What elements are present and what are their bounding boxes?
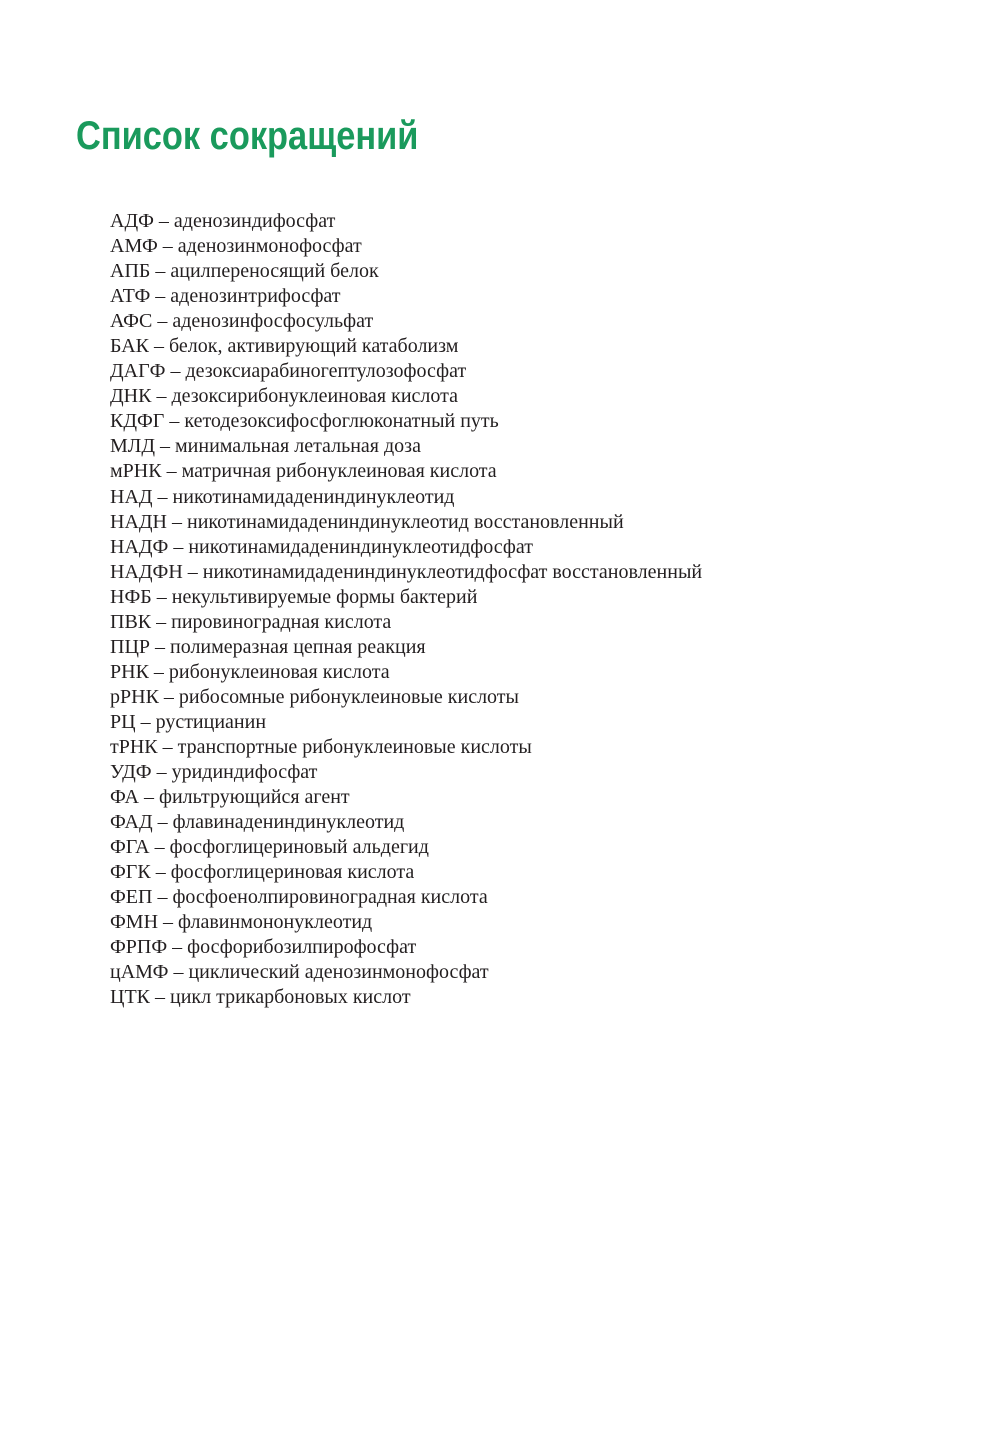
abbreviation-separator: –	[164, 410, 185, 433]
abbreviation-meaning: никотинамидадениндинуклеотидфосфат восстановленный	[202, 560, 703, 583]
abbreviation-meaning: минимальная летальная доза	[175, 435, 421, 458]
abbreviation-term: ЦТК	[110, 986, 150, 1009]
abbreviation-separator: –	[166, 510, 187, 533]
abbreviation-meaning: матричная рибонуклеиновая кислота	[181, 460, 497, 483]
abbreviation-term: тРНК	[110, 735, 158, 758]
abbreviation-item	[110, 910, 702, 935]
abbreviation-term: ПВК	[110, 610, 152, 633]
abbreviation-meaning: фосфоглицериновая кислота	[170, 861, 415, 884]
abbreviation-separator: –	[153, 210, 174, 232]
abbreviation-meaning: фосфорибозилпирофосфат	[187, 936, 417, 959]
abbreviation-meaning: пировиноградная кислота	[171, 610, 392, 633]
abbreviation-meaning: аденозинфосфосульфат	[172, 310, 374, 333]
abbreviation-separator: –	[158, 685, 179, 708]
abbreviation-separator: –	[168, 535, 189, 558]
abbreviation-item	[110, 409, 702, 434]
abbreviation-item	[110, 209, 702, 234]
abbreviation-meaning: рустицианин	[155, 710, 267, 733]
abbreviation-term: НАД	[110, 485, 153, 508]
abbreviation-item	[110, 485, 702, 510]
abbreviation-item	[110, 560, 702, 585]
abbreviation-item	[110, 835, 702, 860]
abbreviation-separator: –	[149, 335, 170, 358]
abbreviation-separator: –	[150, 285, 171, 308]
abbreviation-term: КДФГ	[110, 410, 165, 433]
abbreviation-term: НАДФН	[110, 560, 183, 583]
abbreviation-term: ДНК	[110, 385, 152, 408]
abbreviation-item	[110, 585, 702, 610]
abbreviation-separator: –	[155, 435, 175, 458]
abbreviation-term: БАК	[110, 335, 150, 358]
abbreviation-meaning: аденозинтрифосфат	[170, 285, 341, 308]
abbreviation-term: цАМФ	[110, 961, 169, 984]
abbreviation-meaning: дезоксирибонуклеиновая кислота	[171, 385, 459, 408]
abbreviation-term: ФГК	[110, 861, 151, 884]
abbreviation-item	[110, 760, 702, 785]
abbreviation-separator: –	[150, 260, 171, 283]
abbreviation-separator: –	[152, 485, 173, 508]
abbreviation-meaning: кетодезоксифосфоглюконатный путь	[184, 410, 499, 433]
abbreviation-item	[110, 885, 702, 910]
abbreviation-term: ФЕП	[110, 886, 153, 909]
abbreviation-term: НАДН	[110, 510, 167, 533]
abbreviation-term: МЛД	[110, 435, 155, 458]
abbreviation-item	[110, 535, 702, 560]
abbreviation-item	[110, 960, 702, 985]
abbreviation-separator: –	[149, 836, 170, 859]
abbreviation-term: ФМН	[110, 911, 159, 934]
abbreviation-item	[110, 359, 702, 384]
abbreviation-item	[110, 459, 702, 484]
abbreviation-term: АФС	[110, 310, 153, 333]
abbreviation-item	[110, 735, 702, 760]
abbreviation-separator: –	[158, 911, 179, 934]
abbreviation-meaning: фосфоглицериновый альдегид	[169, 836, 429, 859]
abbreviation-meaning: аденозиндифосфат	[173, 210, 336, 232]
abbreviation-meaning: некультивируемые формы бактерий	[171, 585, 478, 608]
abbreviation-meaning: фильтрующийся агент	[158, 786, 350, 809]
abbreviation-term: ФГА	[110, 836, 150, 859]
abbreviation-term: РЦ	[110, 710, 136, 733]
abbreviation-meaning: циклический аденозинмонофосфат	[188, 961, 489, 984]
abbreviation-meaning: флавинадениндинуклеотид	[172, 811, 405, 834]
abbreviation-separator: –	[157, 235, 178, 258]
abbreviation-meaning: полимеразная цепная реакция	[170, 635, 426, 658]
abbreviation-term: ФАД	[110, 811, 153, 834]
abbreviation-meaning: никотинамидадениндинуклеотид	[172, 485, 455, 508]
abbreviation-term: АПБ	[110, 260, 151, 283]
abbreviation-separator: –	[165, 360, 186, 383]
abbreviation-separator: –	[148, 660, 169, 683]
abbreviation-separator: –	[168, 961, 189, 984]
abbreviation-meaning: аденозинмонофосфат	[177, 235, 362, 258]
abbreviation-separator: –	[135, 710, 156, 733]
abbreviation-meaning: никотинамидадениндинуклеотид восстановленный	[186, 510, 624, 533]
abbreviation-separator: –	[150, 635, 171, 658]
abbreviation-separator: –	[161, 460, 182, 483]
abbreviation-separator: –	[167, 936, 188, 959]
abbreviation-term: НАДФ	[110, 535, 169, 558]
abbreviation-separator: –	[151, 385, 172, 408]
abbreviation-term: НФБ	[110, 585, 152, 608]
abbreviation-item	[110, 510, 702, 535]
abbreviation-separator: –	[138, 786, 159, 809]
abbreviation-meaning: рибонуклеиновая кислота	[168, 660, 390, 683]
abbreviation-term: РНК	[110, 660, 149, 683]
abbreviation-meaning: транспортные рибонуклеиновые кислоты	[177, 735, 532, 758]
abbreviation-item	[110, 234, 702, 259]
abbreviation-item	[110, 860, 702, 885]
abbreviation-meaning: уридиндифосфат	[171, 761, 318, 784]
abbreviation-separator: –	[150, 861, 171, 884]
abbreviation-item	[110, 660, 702, 685]
page-title: Список сокращений	[76, 114, 419, 158]
abbreviation-item	[110, 309, 702, 334]
abbreviation-term: ФА	[110, 786, 139, 809]
abbreviation-meaning: никотинамидадениндинуклеотидфосфат	[188, 535, 533, 558]
abbreviation-list	[110, 209, 702, 1011]
abbreviation-item	[110, 334, 702, 359]
abbreviation-separator: –	[150, 986, 170, 1009]
abbreviation-term: ПЦР	[110, 635, 151, 658]
abbreviation-meaning: фосфоенолпировиноградная кислота	[172, 886, 488, 909]
abbreviation-separator: –	[182, 560, 203, 583]
abbreviation-meaning: флавинмононуклеотид	[178, 911, 373, 934]
abbreviation-item	[110, 635, 702, 660]
abbreviation-item	[110, 685, 702, 710]
abbreviation-separator: –	[152, 811, 173, 834]
abbreviation-item	[110, 284, 702, 309]
abbreviation-term: ДАГФ	[110, 360, 166, 383]
abbreviation-term: мРНК	[110, 460, 162, 483]
abbreviation-item	[110, 810, 702, 835]
abbreviation-separator: –	[152, 886, 173, 909]
abbreviation-meaning: ацилпереносящий белок	[170, 260, 379, 283]
abbreviation-term: АТФ	[110, 285, 151, 308]
abbreviation-term: АМФ	[110, 235, 158, 258]
abbreviation-item	[110, 259, 702, 284]
abbreviation-separator: –	[151, 761, 172, 784]
abbreviation-term: УДФ	[110, 761, 152, 784]
abbreviation-item	[110, 935, 702, 960]
abbreviation-item	[110, 384, 702, 409]
abbreviation-separator: –	[157, 735, 178, 758]
abbreviation-item	[110, 985, 702, 1010]
abbreviation-item	[110, 785, 702, 810]
abbreviation-item	[110, 610, 702, 635]
abbreviation-meaning: дезоксиарабиногептулозофосфат	[185, 360, 467, 383]
abbreviation-meaning: цикл трикарбоновых кислот	[170, 986, 411, 1009]
abbreviation-meaning: белок, активирующий катаболизм	[169, 335, 459, 358]
abbreviation-term: рРНК	[110, 685, 159, 708]
abbreviation-term: ФРПФ	[110, 936, 168, 959]
abbreviation-meaning: рибосомные рибонуклеиновые кислоты	[178, 685, 519, 708]
abbreviation-separator: –	[151, 610, 172, 633]
abbreviation-item	[110, 434, 702, 459]
abbreviation-item	[110, 710, 702, 735]
abbreviation-separator: –	[151, 585, 172, 608]
abbreviation-separator: –	[152, 310, 173, 333]
abbreviation-term: АДФ	[110, 210, 154, 232]
